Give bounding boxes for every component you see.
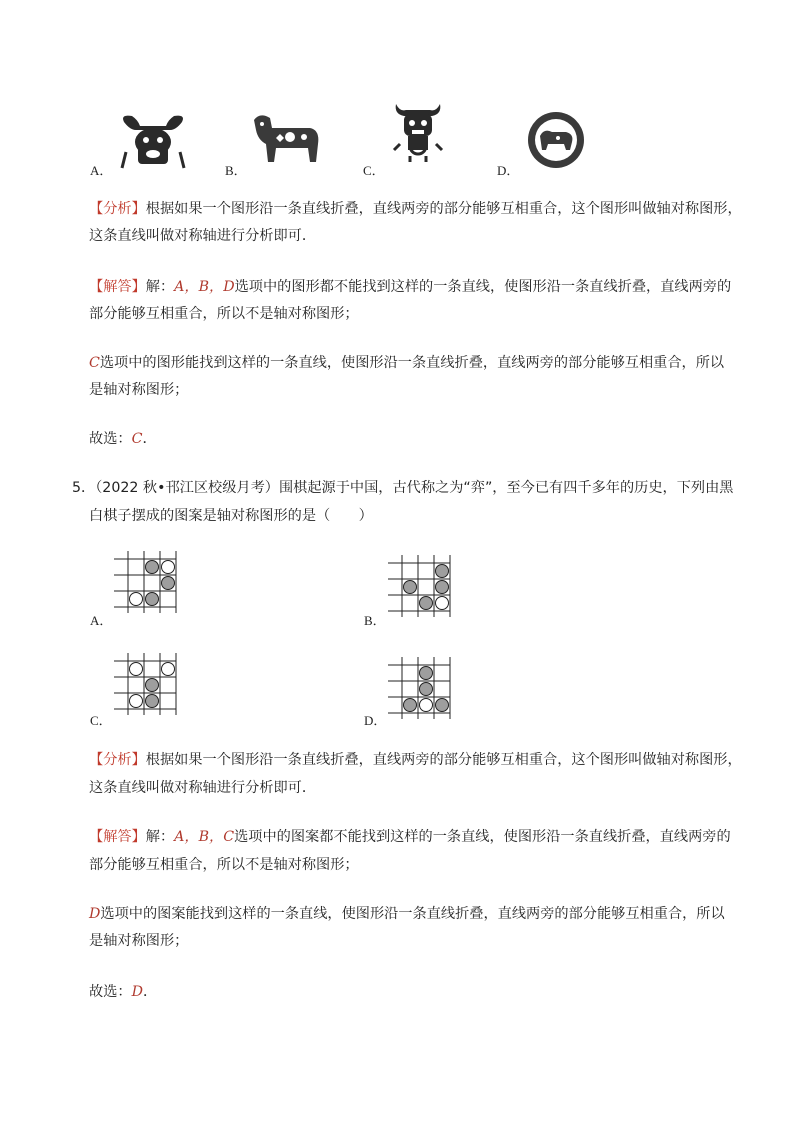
white-stone bbox=[130, 663, 143, 676]
white-stone bbox=[130, 695, 143, 708]
black-stone bbox=[404, 581, 417, 594]
go-board-c bbox=[114, 651, 184, 717]
question-number: 5． bbox=[72, 480, 96, 496]
q5-answer-line-3: D选项中的图案能找到这样的一条直线，使图形沿一条直线折叠，直线两旁的部分能够互相重合，所以 bbox=[89, 906, 725, 922]
q4-answer-line-3: C选项中的图形能找到这样的一条直线，使图形沿一条直线折叠，直线两旁的部分能够互相重合，所以 bbox=[89, 355, 725, 371]
q4-option-a-label: A． bbox=[90, 163, 113, 178]
ox-papercut-d-icon bbox=[526, 110, 586, 170]
q4-answer-line-1: 【解答】解：A，B，D选项中的图形都不能找到这样的一条直线，使图形沿一条直线折叠，直线两旁的 bbox=[89, 279, 732, 295]
q4-option-d-label: D． bbox=[497, 163, 520, 178]
q5-stem-line-1: 5．（2022 秋•邗江区校级月考）围棋起源于中国，古代称之为“弈”，至今已有四千多年的历史，下列由黑 bbox=[72, 480, 734, 496]
black-stone bbox=[146, 695, 159, 708]
q5-option-b-label: B． bbox=[364, 613, 386, 628]
q5-analysis-line-1: 【分析】根据如果一个图形沿一条直线折叠，直线两旁的部分能够互相重合，这个图形叫做轴对称图形， bbox=[89, 752, 742, 768]
q4-option-c-label: C． bbox=[363, 163, 385, 178]
black-stone bbox=[420, 667, 433, 680]
white-stone bbox=[436, 597, 449, 610]
q5-answer-line-2: 部分能够互相重合，所以不是轴对称图形； bbox=[89, 857, 359, 873]
q5-stem-line-2: 白棋子摆成的图案是轴对称图形的是（ ） bbox=[89, 508, 373, 524]
ox-papercut-b-icon bbox=[250, 110, 322, 168]
q4-analysis-line-1: 【分析】根据如果一个图形沿一条直线折叠，直线两旁的部分能够互相重合，这个图形叫做轴对称图形， bbox=[89, 201, 742, 217]
q5-option-a-label: A． bbox=[90, 613, 113, 628]
q5-conclusion: 故选：D． bbox=[89, 984, 158, 1000]
q5-answer-line-1: 【解答】解：A，B，C选项中的图案都不能找到这样的一条直线，使图形沿一条直线折叠，直线两旁的 bbox=[89, 829, 731, 845]
black-stone bbox=[162, 577, 175, 590]
q5-option-d-label: D． bbox=[364, 713, 387, 728]
answer-tag: 【解答】 bbox=[89, 279, 146, 295]
black-stone bbox=[146, 679, 159, 692]
q4-conclusion: 故选：C． bbox=[89, 431, 157, 447]
q4-option-b-label: B． bbox=[225, 163, 247, 178]
go-board-d bbox=[388, 655, 458, 721]
black-stone bbox=[146, 561, 159, 574]
analysis-tag: 【分析】 bbox=[89, 752, 146, 768]
black-stone bbox=[436, 565, 449, 578]
black-stone bbox=[436, 581, 449, 594]
q4-answer-line-4: 是轴对称图形； bbox=[89, 382, 189, 398]
black-stone bbox=[146, 593, 159, 606]
black-stone bbox=[420, 597, 433, 610]
go-board-b bbox=[388, 553, 458, 619]
q5-answer-line-4: 是轴对称图形； bbox=[89, 933, 189, 949]
q4-answer-line-2: 部分能够互相重合，所以不是轴对称图形； bbox=[89, 306, 359, 322]
ox-papercut-c-icon bbox=[390, 100, 446, 162]
ox-papercut-a-icon bbox=[118, 112, 188, 172]
white-stone bbox=[162, 561, 175, 574]
q4-analysis-line-2: 这条直线叫做对称轴进行分析即可． bbox=[89, 228, 317, 244]
go-board-a bbox=[114, 549, 184, 615]
q5-option-c-label: C． bbox=[90, 713, 112, 728]
white-stone bbox=[162, 663, 175, 676]
black-stone bbox=[436, 699, 449, 712]
white-stone bbox=[420, 699, 433, 712]
analysis-tag: 【分析】 bbox=[89, 201, 146, 217]
black-stone bbox=[420, 683, 433, 696]
answer-tag: 【解答】 bbox=[89, 829, 146, 845]
black-stone bbox=[404, 699, 417, 712]
white-stone bbox=[130, 593, 143, 606]
q5-analysis-line-2: 这条直线叫做对称轴进行分析即可． bbox=[89, 780, 317, 796]
